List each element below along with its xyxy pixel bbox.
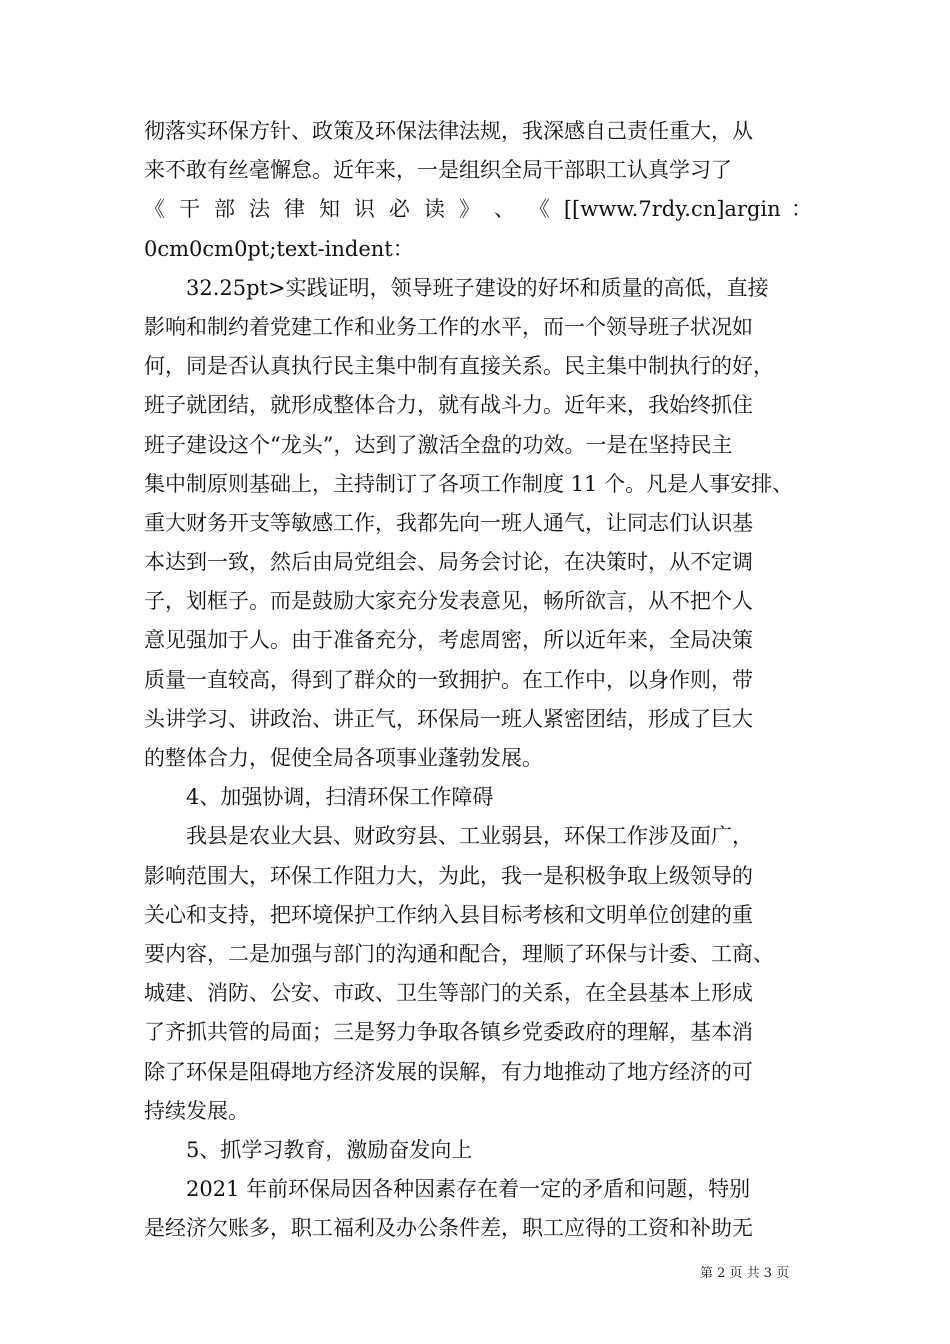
text-line: 集中制原则基础上，主持制订了各项工作制度 11 个。凡是人事安排、 bbox=[144, 471, 794, 496]
text-line: 来不敢有丝毫懈怠。近年来，一是组织全局干部职工认真学习了 bbox=[144, 158, 732, 183]
text-line: 头讲学习、讲政治、讲正气，环保局一班人紧密团结，形成了巨大 bbox=[144, 706, 753, 731]
text-line: 32.25pt>实践证明，领导班子建设的好坏和质量的高低，直接 bbox=[186, 275, 769, 300]
text-line: 子，划框子。而是鼓励大家充分发表意见，畅所欲言，从不把个人 bbox=[144, 589, 753, 614]
text-line: 《 干 部 法 律 知 识 必 读 》 、 《 [[www.7rdy.cn]argin ： bbox=[144, 197, 812, 222]
text-line: 除了环保是阻碍地方经济发展的误解，有力地推动了地方经济的可 bbox=[144, 1059, 753, 1084]
text-line: 2021 年前环保局因各种因素存在着一定的矛盾和问题，特别 bbox=[186, 1177, 751, 1202]
text-line: 0cm0cm0pt;text-indent： bbox=[144, 236, 414, 261]
section-heading: 4、加强协调，扫清环保工作障碍 bbox=[186, 785, 494, 810]
text-line: 了齐抓共管的局面；三是努力争取各镇乡党委政府的理解，基本消 bbox=[144, 1020, 753, 1045]
text-line: 班子就团结，就形成整体合力，就有战斗力。近年来，我始终抓住 bbox=[144, 393, 753, 418]
text-line: 班子建设这个“龙头”，达到了激活全盘的功效。一是在坚持民主 bbox=[144, 432, 733, 457]
text-line: 关心和支持，把环境保护工作纳入县目标考核和文明单位创建的重 bbox=[144, 902, 753, 927]
page-number: 第 2 页 共 3 页 bbox=[700, 1266, 790, 1281]
text-line: 持续发展。 bbox=[144, 1098, 249, 1123]
text-line: 影响范围大，环保工作阻力大，为此，我一是积极争取上级领导的 bbox=[144, 863, 753, 888]
text-line: 城建、消防、公安、市政、卫生等部门的关系，在全县基本上形成 bbox=[144, 981, 753, 1006]
text-line: 本达到一致，然后由局党组会、局务会讨论，在决策时，从不定调 bbox=[144, 550, 753, 575]
text-line: 我县是农业大县、财政穷县、工业弱县，环保工作涉及面广， bbox=[186, 824, 753, 849]
text-line: 质量一直较高，得到了群众的一致拥护。在工作中，以身作则，带 bbox=[144, 667, 753, 692]
text-line: 重大财务开支等敏感工作，我都先向一班人通气，让同志们认识基 bbox=[144, 510, 753, 535]
text-line: 意见强加于人。由于准备充分，考虑周密，所以近年来，全局决策 bbox=[144, 628, 753, 653]
document-body bbox=[144, 112, 812, 1248]
text-line: 的整体合力，促使全局各项事业蓬勃发展。 bbox=[144, 746, 543, 770]
text-line: 何，同是否认真执行民主集中制有直接关系。民主集中制执行的好， bbox=[144, 354, 774, 379]
section-heading: 5、抓学习教育，激励奋发向上 bbox=[186, 1137, 473, 1162]
text-line: 要内容，二是加强与部门的沟通和配合，理顺了环保与计委、工商、 bbox=[144, 941, 774, 966]
text-line: 彻落实环保方针、政策及环保法律法规，我深感自己责任重大，从 bbox=[144, 119, 753, 143]
text-line: 影响和制约着党建工作和业务工作的水平，而一个领导班子状况如 bbox=[144, 314, 753, 339]
text-line: 是经济欠账多，职工福利及办公条件差，职工应得的工资和补助无 bbox=[144, 1216, 753, 1241]
